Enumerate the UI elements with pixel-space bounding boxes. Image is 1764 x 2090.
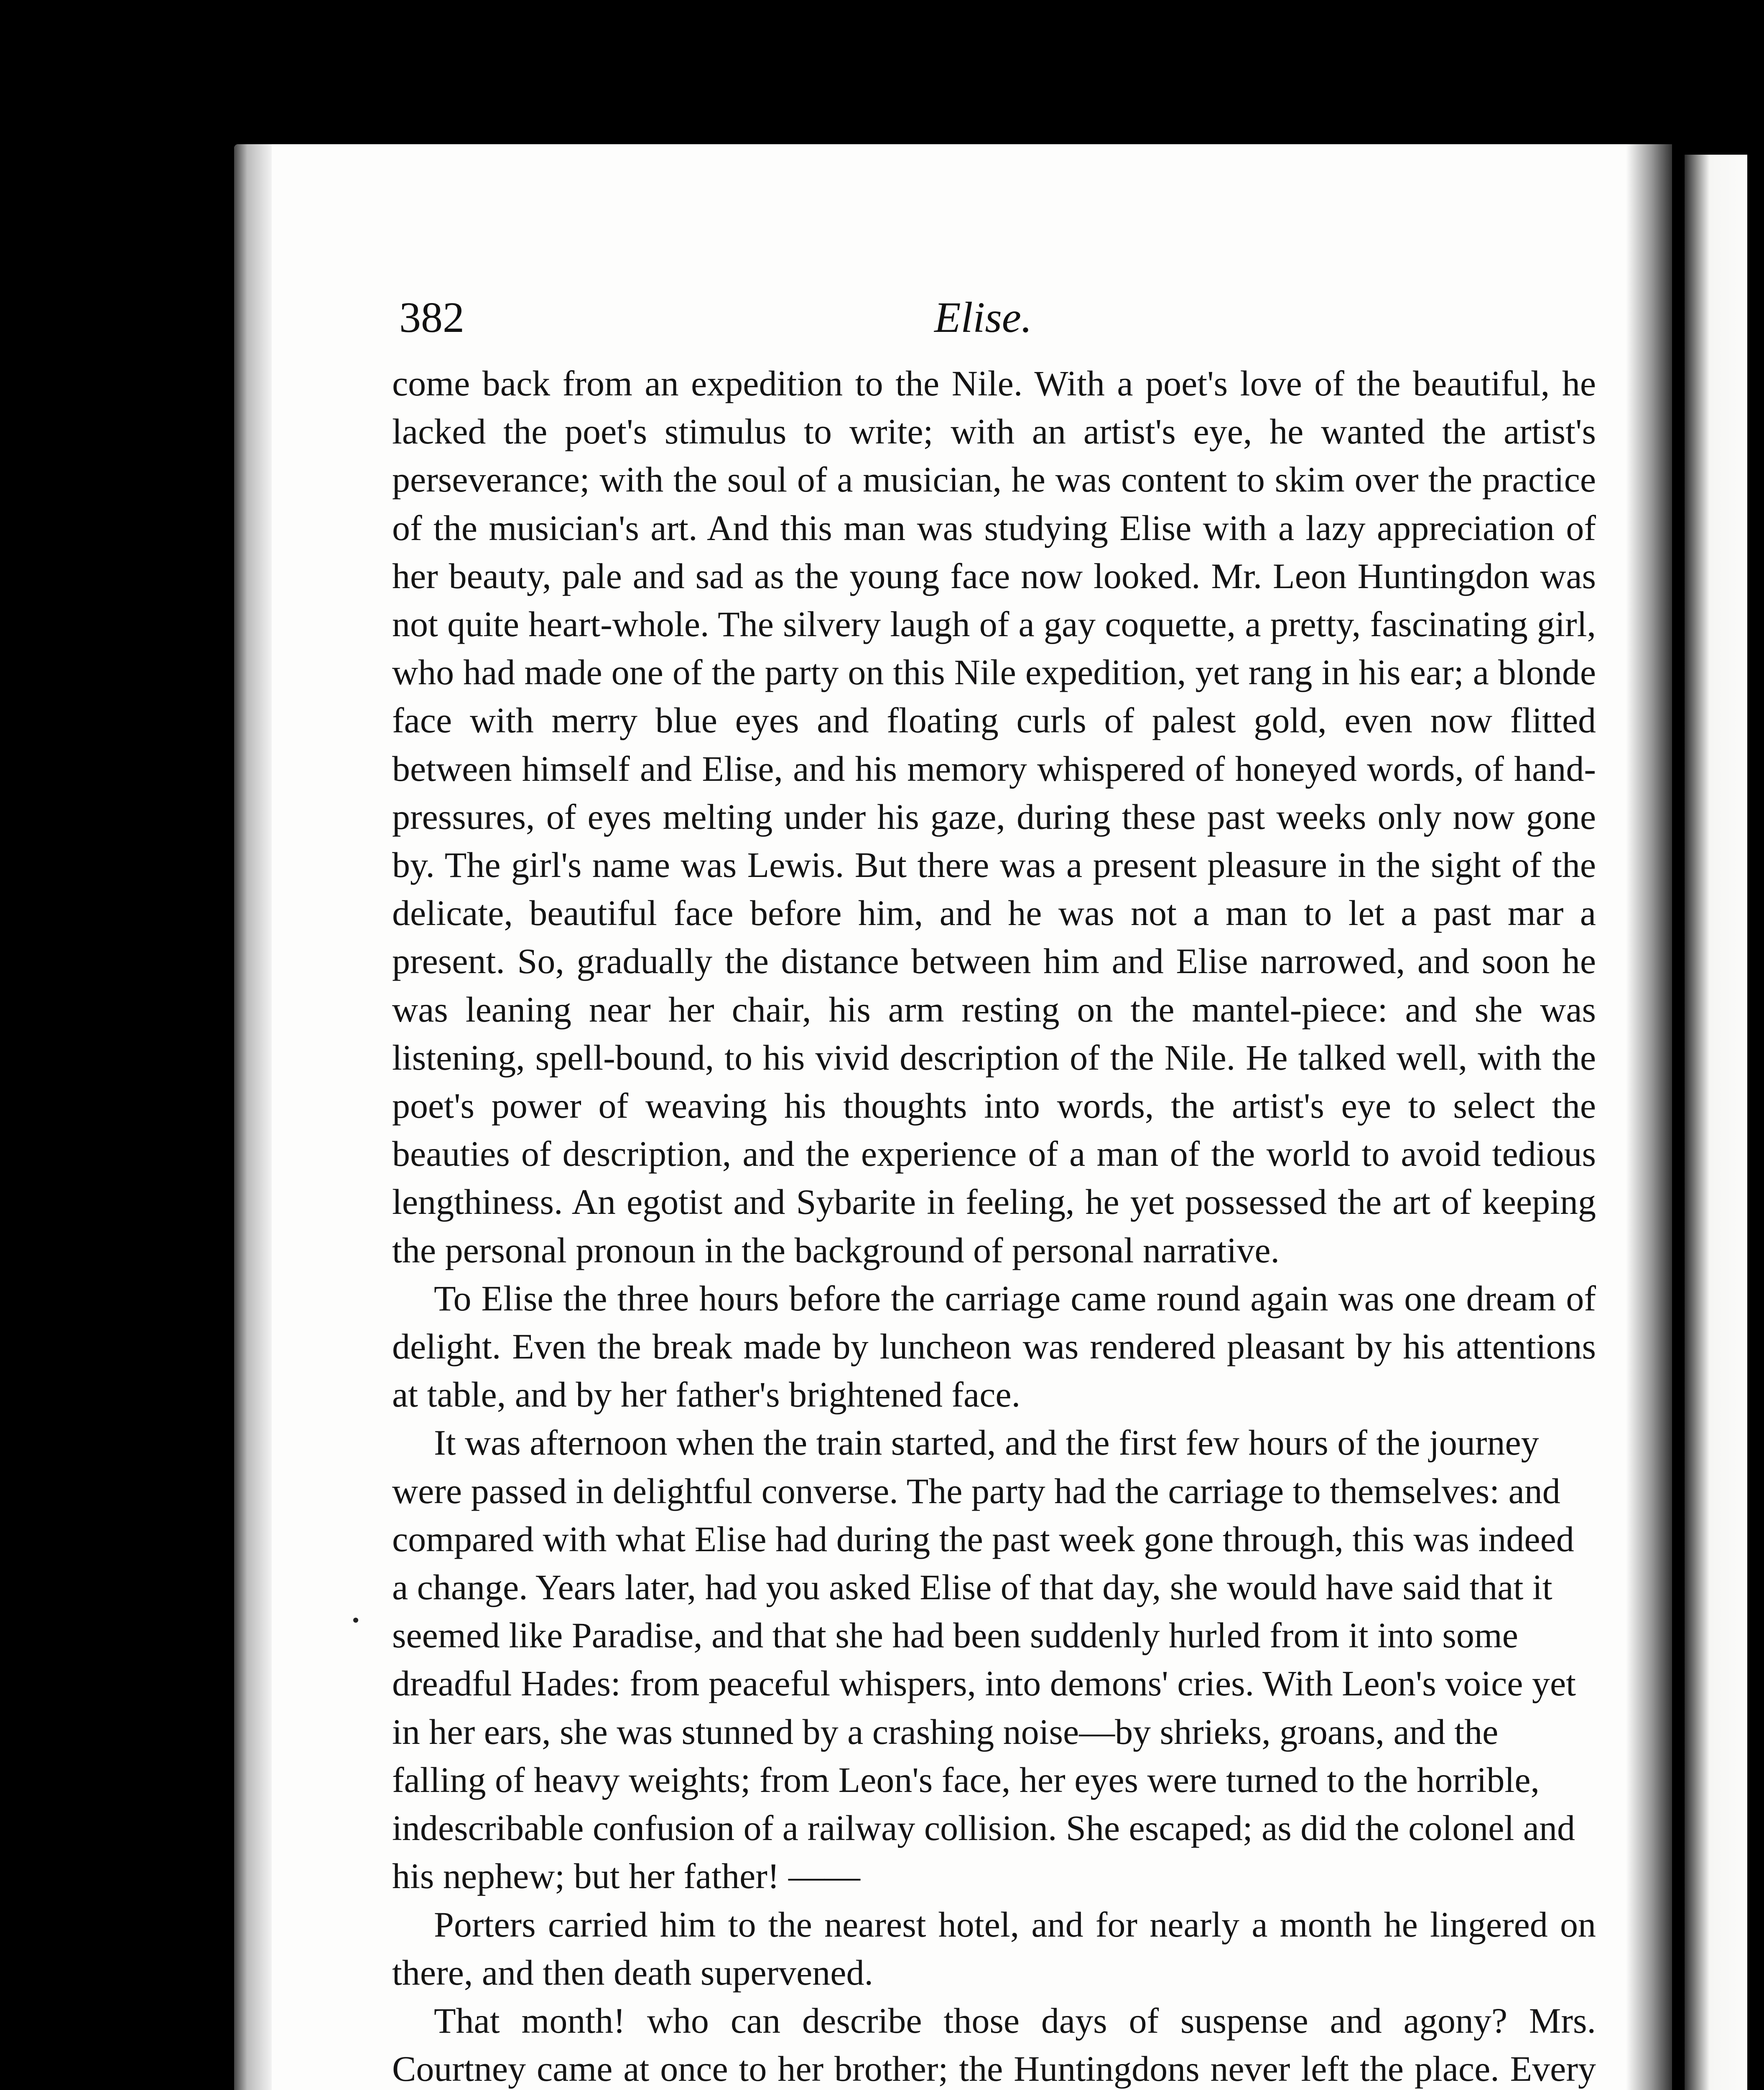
paragraph: Porters carried him to the nearest hotel, and for nearly a month he lingered on there, and then death supervened.	[392, 1904, 1596, 1993]
page-number: 382	[399, 293, 464, 342]
page-header	[399, 293, 1599, 351]
body-text	[392, 359, 1596, 2090]
page-binding-edge	[234, 144, 272, 2090]
facing-page-edge	[1685, 155, 1747, 2090]
page-gutter-shadow	[1626, 144, 1672, 2090]
paragraph: That month! who can describe those days of suspense and agony? Mrs. Courtney came at once to her brother; the Huntingdons never left the place. Every	[392, 2000, 1596, 2089]
paragraph: It was afternoon when the train started, and the first few hours of the journey were passed in delightful converse. The party had the carriage to themselves: and compared with what Elise had during the past week gone through, this was indeed a change. Years later, had you asked Elise of that day, she would have said that it seemed like Paradise, and that she had been suddenly hurled from it into some dreadful Hades: from peaceful whispers, into demons' cries. With Leon's voice yet in her ears, she was stunned by a crashing noise—by shrieks, groans, and the falling of heavy weights; from Leon's face, her eyes were turned to the horrible, indescribable confusion of a railway collision. She escaped; as did the colonel and his nephew; but her father! ——	[392, 1422, 1576, 1896]
running-head: Elise.	[934, 293, 1032, 342]
paragraph: come back from an expedition to the Nile. With a poet's love of the beautiful, he lacked the poet's stimulus to write; with an artist's eye, he wanted the artist's perseverance; with the soul of a musician, he was content to skim over the practice of the musician's art. And this man was studying Elise with a lazy appreciation of her beauty, pale and sad as the young face now looked. Mr. Leon Huntingdon was not quite heart-whole. The silvery laugh of a gay coquette, a pretty, fascinating girl, who had made one of the party on this Nile expedition, yet rang in his ear; a blonde face with merry blue eyes and floating curls of palest gold, even now flitted between himself and Elise, and his memory whispered of honeyed words, of hand-pressures, of eyes melting under his gaze, during these past weeks only now gone by. The girl's name was Lewis. But there was a present pleasure in the sight of the delicate, beautiful face before him, and he was not a man to let a past mar a present. So, gradually the distance between him and Elise narrowed, and soon he was leaning near her chair, his arm resting on the mantel-piece: and she was listening, spell-bound, to his vivid description of the Nile. He talked well, with the poet's power of weaving his thoughts into words, the artist's eye to select the beauties of description, and the experience of a man of the world to avoid tedious lengthiness. An egotist and Sybarite in feeling, he yet possessed the art of keeping the personal pronoun in the background of personal narrative.	[392, 363, 1596, 1270]
paragraph: To Elise the three hours before the carriage came round again was one dream of delight. Even the break made by luncheon was rendered pleasant by his attentions at table, and by her father's brightened face.	[392, 1278, 1596, 1415]
margin-speck	[353, 1618, 358, 1623]
